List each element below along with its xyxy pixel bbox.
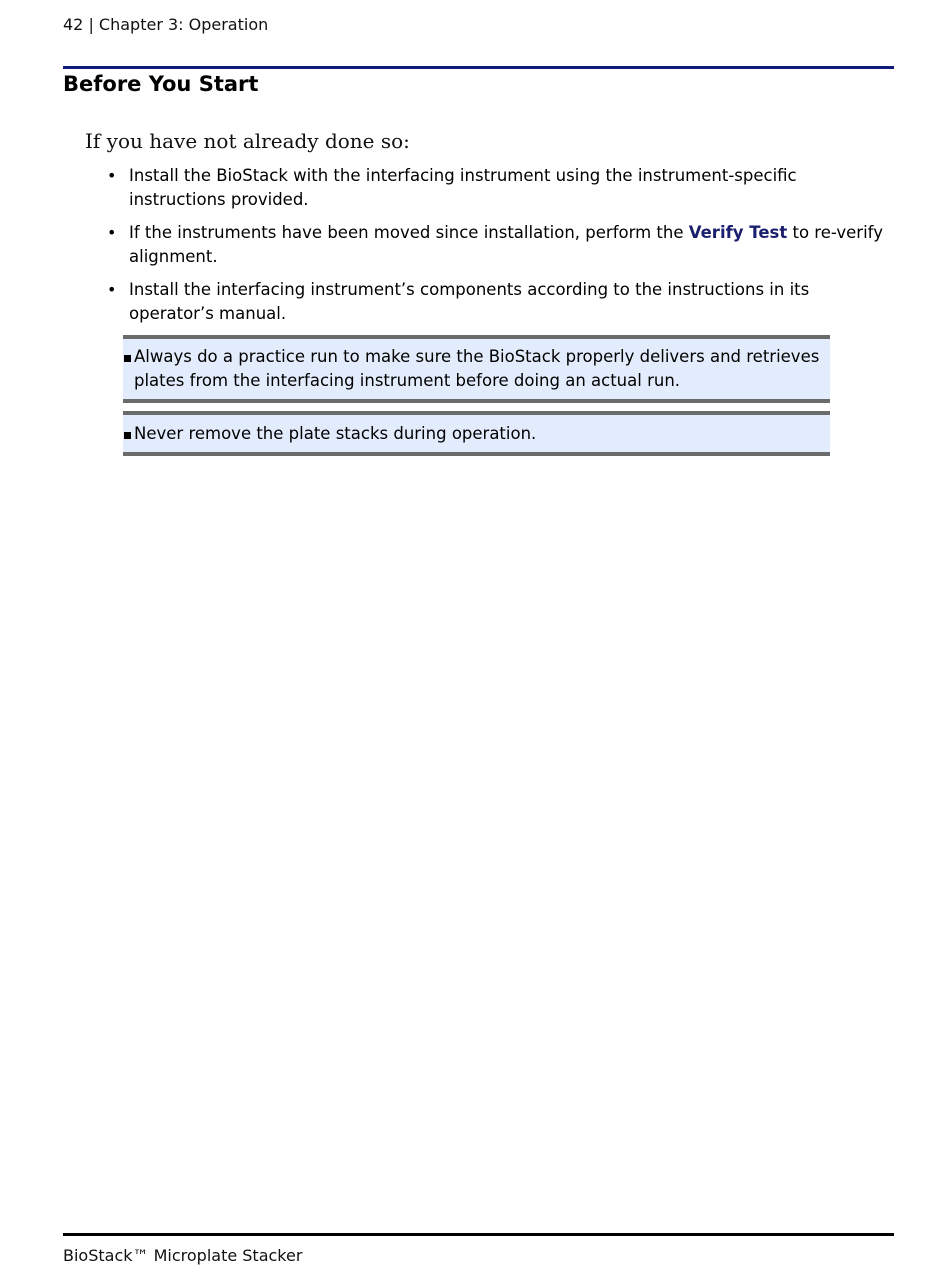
bullet-icon: • <box>107 166 117 185</box>
note-box <box>123 335 830 403</box>
list-item-text-after: to re-verify alignment. <box>129 223 883 266</box>
bullet-icon: • <box>107 280 117 299</box>
list-item <box>105 278 895 326</box>
list-item <box>105 221 895 269</box>
verify-test-link[interactable]: Verify Test <box>688 223 788 242</box>
running-header: 42 | Chapter 3: Operation <box>63 15 269 34</box>
intro-text: If you have not already done so: <box>85 129 410 153</box>
square-bullet-icon <box>124 432 131 439</box>
title-rule <box>63 66 894 69</box>
square-bullet-icon <box>124 355 131 362</box>
bullet-list <box>105 164 895 335</box>
note-text: Always do a practice run to make sure the BioStack properly delivers and retrieves plates from the interfacing instrument before doing an actual run. <box>134 347 820 390</box>
bullet-icon: • <box>107 223 117 242</box>
list-item-text: Install the BioStack with the interfacing instrument using the instrument-specific instructions provided. <box>129 166 797 209</box>
list-item-text: Install the interfacing instrument’s components according to the instructions in its operator’s manual. <box>129 280 810 323</box>
list-item <box>105 164 895 212</box>
note-box <box>123 411 830 456</box>
list-item-text-before: If the instruments have been moved since installation, perform the <box>129 223 689 242</box>
footer-product-name: BioStack™ Microplate Stacker <box>63 1246 303 1265</box>
note-text: Never remove the plate stacks during operation. <box>134 424 537 443</box>
footer-rule <box>63 1233 894 1236</box>
section-title: Before You Start <box>63 72 259 96</box>
